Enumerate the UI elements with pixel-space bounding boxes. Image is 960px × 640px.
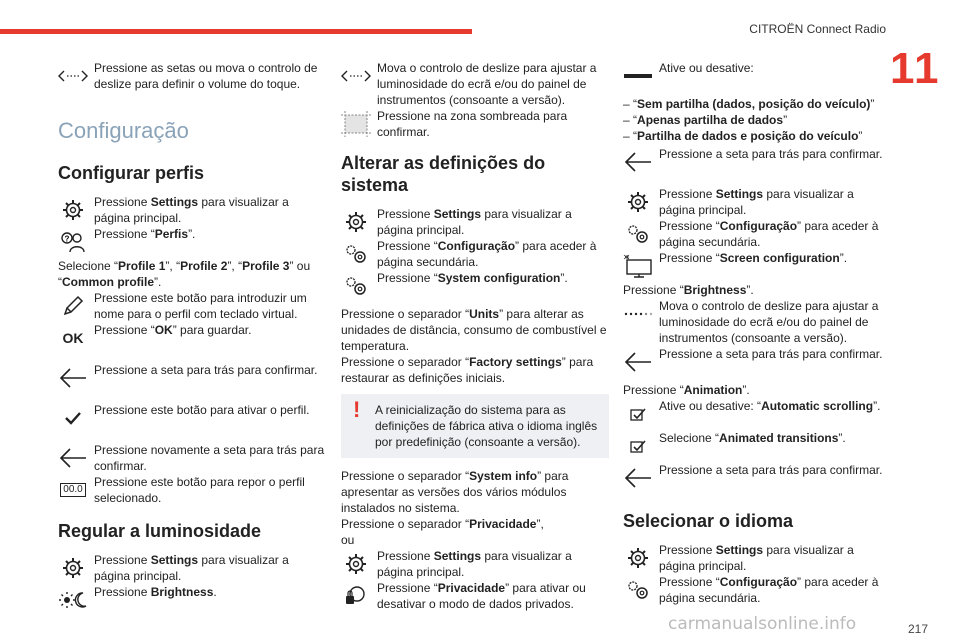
step-activate: Pressione este botão para ativar o perfil. [58, 402, 326, 434]
step-toggle-privacy: Ative ou desative: [623, 60, 891, 92]
animation-text: Pressione “Animation”. [623, 383, 750, 397]
checkbox-icon [623, 400, 653, 428]
back-arrow-icon [58, 364, 88, 392]
step-configuration: Pressione “Configuração” para aceder à página secundária. [341, 238, 609, 270]
step-back-2: Pressione novamente a seta para trás para confirmar. [58, 442, 326, 474]
step-settings-6: Pressione Settings para visualizar a página principal. [623, 542, 891, 574]
step-edit-name: Pressione este botão para introduzir um nome para o perfil com teclado virtual. [58, 290, 326, 322]
shaded-zone-icon [341, 110, 371, 138]
heading-brightness: Regular a luminosidade [58, 521, 262, 541]
list-item: – “Apenas partilha de dados” [623, 113, 788, 127]
reset-icon: 00.0 [58, 476, 88, 504]
step-ok: OK Pressione “OK” para guardar. [58, 322, 326, 354]
step-system-config: Pressione “System configuration”. [341, 270, 609, 302]
settings-gear-icon [58, 196, 88, 224]
page-number: 217 [907, 622, 928, 636]
slider-arrows-icon [58, 62, 88, 90]
header-accent-bar [0, 29, 472, 34]
svg-text:?: ? [64, 234, 70, 244]
screen-icon [623, 252, 653, 280]
settings-gear-icon [623, 544, 653, 572]
step-volume: Pressione as setas ou mova o controlo de deslize para definir o volume do toque. [58, 60, 326, 92]
slider-arrows-icon [341, 62, 371, 90]
step-slider: Mova o controlo de deslize para ajustar a luminosidade do ecrã e/ou do painel de instrumentos (consoante a versão). [341, 60, 609, 108]
check-icon [58, 404, 88, 432]
brightness-icon [58, 586, 88, 614]
step-settings: Pressione Settings para visualizar a página principal. [58, 194, 326, 226]
section-title: Configuração [58, 118, 189, 143]
watermark: carmanualsonline.info [668, 614, 857, 634]
configuration-gears-icon [341, 272, 371, 300]
column-3 [623, 60, 891, 606]
warning-icon: ! [353, 397, 361, 422]
step-settings-5: Pressione Settings para visualizar a página principal. [623, 186, 891, 218]
column-2 [341, 60, 609, 612]
checkbox-icon [623, 432, 653, 460]
profile-select-text: Selecione “Profile 1”, “Profile 2”, “Profile 3” ou “Common profile”. [58, 259, 311, 289]
step-back-3: Pressione a seta para trás para confirmar. [623, 146, 891, 178]
pencil-icon [58, 292, 88, 320]
step-settings-4: Pressione Settings para visualizar a página principal. [341, 548, 609, 580]
step-back-4: Pressione a seta para trás para confirmar. [623, 346, 891, 378]
list-item: – “Sem partilha (dados, posição do veículo)” [623, 97, 875, 111]
column-1 [58, 60, 326, 616]
configuration-gears-icon [623, 576, 653, 604]
configuration-gears-icon [623, 220, 653, 248]
dotted-slider-icon [623, 300, 653, 328]
step-shaded-zone: Pressione na zona sombreada para confirmar. [341, 108, 609, 140]
list-item: – “Partilha de dados e posição do veículo” [623, 129, 863, 143]
toggle-bar-icon [623, 62, 653, 90]
settings-gear-icon [623, 188, 653, 216]
header-title: CITROËN Connect Radio [749, 22, 886, 36]
step-slider-2: Mova o controlo de deslize para ajustar a luminosidade do ecrã e/ou do painel de instrumentos (consoante a versão). [623, 298, 891, 346]
profiles-icon [58, 228, 88, 256]
privacy-icon [341, 582, 371, 610]
back-arrow-icon [623, 348, 653, 376]
privacy-options-list [623, 96, 891, 144]
units-text: Pressione o separador “Units” para alterar as unidades de distância, consumo de combustível e temperatura. [341, 307, 607, 353]
step-settings-2: Pressione Settings para visualizar a página principal. [58, 552, 326, 584]
step-privacy: Pressione “Privacidade” para ativar ou desativar o modo de dados privados. [341, 580, 609, 612]
or-text: ou [341, 533, 355, 547]
step-configuration-3: Pressione “Configuração” para aceder à página secundária. [623, 574, 891, 606]
ok-icon: OK [62, 330, 84, 346]
back-arrow-icon [58, 444, 88, 472]
system-info-text: Pressione o separador “System info” para apresentar as versões dos vários módulos instalados no sistema. [341, 469, 569, 515]
brightness-text: Pressione “Brightness”. [623, 283, 754, 297]
chapter-number: 11 [890, 44, 941, 93]
step-screen-config: Pressione “Screen configuration”. [623, 250, 891, 282]
step-brightness: Pressione Brightness. [58, 584, 326, 616]
back-arrow-icon [623, 148, 653, 176]
step-configuration-2: Pressione “Configuração” para aceder à página secundária. [623, 218, 891, 250]
step-transitions: Selecione “Animated transitions”. [623, 430, 891, 462]
step-back-5: Pressione a seta para trás para confirmar. [623, 462, 891, 494]
privacy-tab-text: Pressione o separador “Privacidade”, [341, 517, 544, 531]
settings-gear-icon [58, 554, 88, 582]
warning-box: ! A reinicialização do sistema para as definições de fábrica ativa o idioma inglês por predefinição (consoante a versão). [341, 394, 609, 458]
step-profiles: ? Pressione “Perfis”. [58, 226, 326, 258]
back-arrow-icon [623, 464, 653, 492]
step-back-1: Pressione a seta para trás para confirmar. [58, 362, 326, 394]
step-auto-scroll: Ative ou desative: “Automatic scrolling”. [623, 398, 891, 430]
configuration-gears-icon [341, 240, 371, 268]
step-settings-3: Pressione Settings para visualizar a página principal. [341, 206, 609, 238]
step-reset: 00.0 Pressione este botão para repor o perfil selecionado. [58, 474, 326, 506]
settings-gear-icon [341, 208, 371, 236]
heading-profiles: Configurar perfis [58, 163, 205, 183]
heading-language: Selecionar o idioma [623, 511, 794, 531]
settings-gear-icon [341, 550, 371, 578]
factory-text: Pressione o separador “Factory settings” para restaurar as definições iniciais. [341, 355, 594, 385]
heading-system: Alterar as definições do sistema [341, 153, 546, 195]
